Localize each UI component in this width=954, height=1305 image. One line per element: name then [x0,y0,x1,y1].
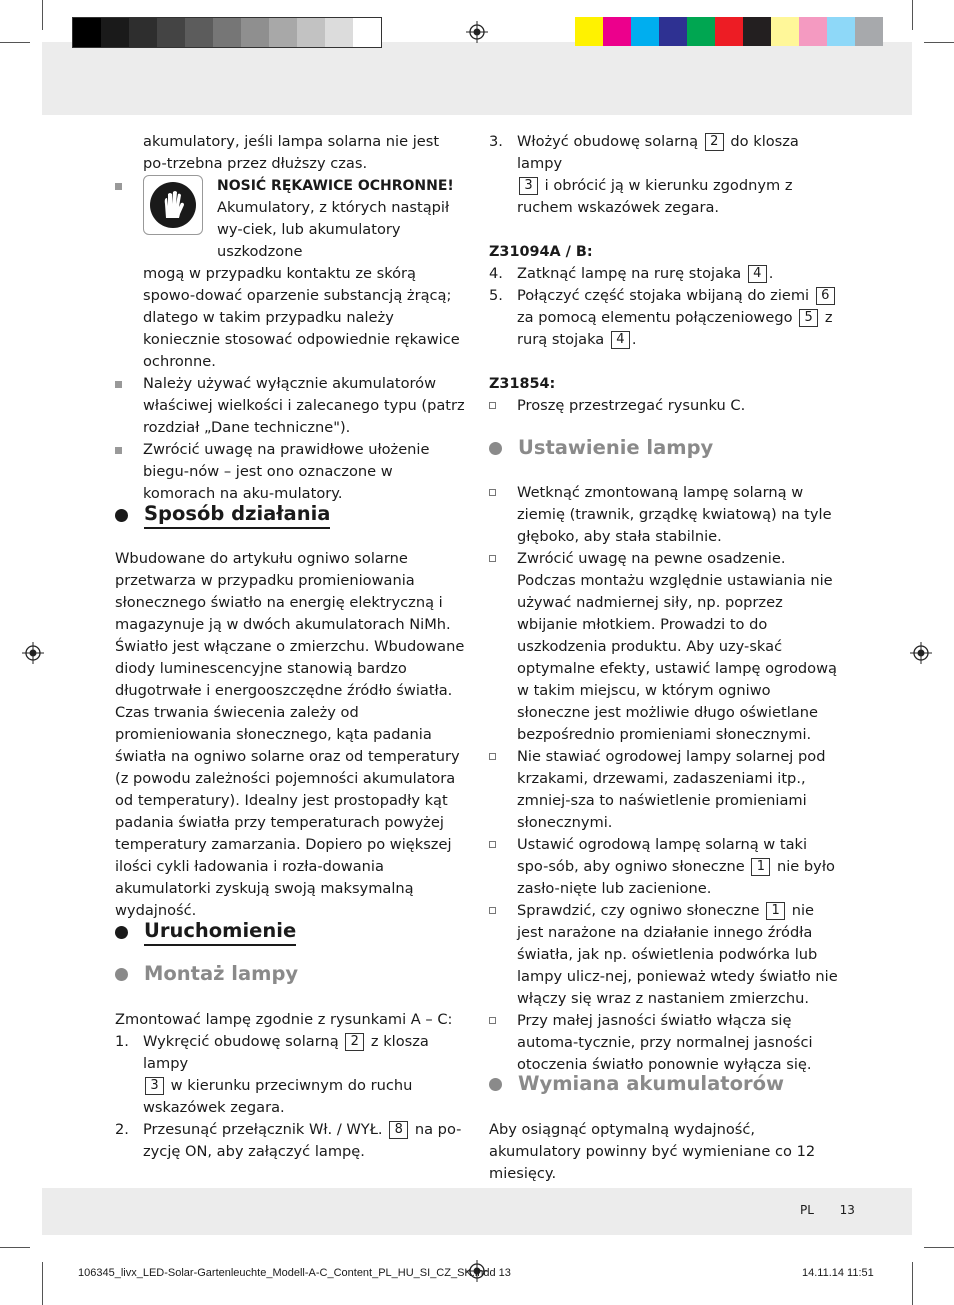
numbered-step: 1. Wykręcić obudowę solarną 2 z klosza lampy 3 w kierunku przeciwnym do ruchu wskazówek zegara. [115,1033,429,1116]
box-bullet-icon [489,489,496,496]
box-bullet-icon [489,555,496,562]
header-band [42,42,912,115]
heading-text: Montaż lampy [144,962,299,985]
part-number-box: 1 [766,902,785,920]
list-item-text: Proszę przestrzegać rysunku C. [517,397,746,414]
page-footer [800,1203,855,1217]
intro-continuation: akumulatory, jeśli lampa solarna nie jest po-trzebna przez dłuższy czas. [143,133,440,172]
list-item-text: Zwrócić uwagę na pewne osadzenie. Podczas montażu względnie ustawiania nie używać nadmiernej siły, np. poprzez wbijanie młotkiem. Prowadzi to do uszkodzenia produktu. Aby uzy-skać optymalne efekty, ustawić lampę ogrodową w takim miejscu, w którym ogniwo słoneczne jest możliwie długo oświetlane bezpośrednio promieniami słonecznymi. [517,550,837,743]
numbered-step: 4. Zatknąć lampę na rurę stojaka 4 . [489,263,841,285]
montaz-intro: Zmontować lampę zgodnie z rysunkami A – C: [115,1011,453,1028]
gloves-warning-text-b: mogą w przypadku kontaktu ze skórą spowo-dować oparzenie substancją żrącą; dlatego w takim przypadku należy koniecznie stosować odpowiednie rękawice ochronne. [143,265,460,370]
color-swatch [687,17,715,46]
list-item-gloves [115,175,467,373]
step-number: 5. [489,287,503,304]
list-item-text: Nie stawiać ogrodowej lampy solarnej pod krzakami, drzewami, zadaszeniami itp., zmniej-sza to naświetlenie promieniami słonecznymi. [517,748,826,831]
heading-uruchomienie [115,918,296,946]
step-number: 1. [115,1033,129,1050]
heading-bullet-icon [489,1078,502,1091]
wymiana-paragraph: Aby osiągnąć optymalną wydajność, akumulatory powinny być wymieniane co 12 miesięcy. [489,1121,816,1182]
crop-mark [0,42,30,43]
list-item-text: Przy małej jasności światło włącza się automa-tycznie, przy normalnej jasności otoczenia światło ponownie wyłącza się. [517,1012,813,1073]
registration-mark-icon [22,642,44,664]
language-code: PL [800,1203,814,1217]
color-swatch [325,18,353,47]
crop-mark [924,42,954,43]
heading-wymiana-akumulatorow [489,1071,784,1097]
crop-mark [912,0,913,30]
color-swatch [269,18,297,47]
color-swatch [575,17,603,46]
list-item [115,373,467,439]
list-item [489,746,841,834]
heading-montaz-lampy [115,961,298,987]
color-swatch [297,18,325,47]
process-color-bar [575,17,883,46]
grayscale-color-bar [72,17,382,48]
part-number-box: 4 [748,265,767,283]
gloves-warning-text-a: Akumulatory, z których nastąpił wy-ciek, lub akumulatory uszkodzone [217,199,450,260]
crop-mark [0,1247,30,1248]
box-bullet-icon [489,907,496,914]
box-bullet-icon [489,753,496,760]
color-swatch [659,17,687,46]
box-bullet-icon [489,402,496,409]
heading-text: Ustawienie lampy [518,436,714,459]
model-subheading: Z31854: [489,376,556,392]
part-number-box: 6 [816,287,835,305]
registration-mark-icon [910,642,932,664]
color-swatch [101,18,129,47]
registration-mark-icon [466,21,488,43]
color-swatch [743,17,771,46]
part-number-box: 2 [705,133,724,151]
heading-ustawienie-lampy [489,435,713,461]
page-number: 13 [839,1203,855,1217]
left-column [115,131,467,505]
color-swatch [157,18,185,47]
color-swatch [799,17,827,46]
step-number: 3. [489,133,503,150]
color-swatch [771,17,799,46]
heading-text: Wymiana akumulatorów [518,1072,785,1095]
part-number-box: 3 [519,177,538,195]
list-item-text: Należy używać wyłącznie akumulatorów właściwej wielkości i zalecanego typu (patrz rozdział „Dane techniczne"). [143,375,465,436]
ustawienie-list [489,482,841,1076]
part-number-box: 4 [611,331,630,349]
part-number-box: 2 [345,1033,364,1051]
gloves-warning-icon [143,175,203,235]
list-item [115,439,467,505]
print-slug: 106345_livx_LED-Solar-Gartenleuchte_Modell-A-C_Content_PL_HU_SI_CZ_SK.indd 13 [78,1267,511,1279]
heading-sposob-dzialania [115,501,330,529]
list-item [489,1010,841,1076]
list-item [489,482,841,548]
heading-bullet-icon [489,442,502,455]
heading-bullet-icon [115,509,128,522]
heading-text: Uruchomienie [144,918,296,946]
color-swatch [353,18,381,47]
part-number-box: 5 [799,309,818,327]
numbered-step: 2. Przesunąć przełącznik Wł. / WYŁ. 8 na po-zycję ON, aby załączyć lampę. [115,1121,462,1160]
color-swatch [129,18,157,47]
heading-bullet-icon [115,968,128,981]
color-swatch [715,17,743,46]
color-swatch [73,18,101,47]
color-swatch [213,18,241,47]
print-date: 14.11.14 11:51 [802,1267,874,1279]
crop-mark [912,1262,913,1305]
heading-bullet-icon [115,926,128,939]
color-swatch [827,17,855,46]
square-bullet-icon [115,381,122,388]
crop-mark [924,1247,954,1248]
color-swatch [603,17,631,46]
step-number: 4. [489,265,503,282]
heading-text: Sposób działania [144,501,330,529]
crop-mark [42,1262,43,1305]
footer-band [42,1188,912,1235]
list-item: Ustawić ogrodową lampę solarną w taki spo-sób, aby ogniwo słoneczne 1 nie było zasło-nięte lub zacienione. [489,834,841,900]
list-item [489,548,841,746]
square-bullet-icon [115,447,122,454]
color-swatch [855,17,883,46]
crop-mark [42,0,43,30]
list-item-text: Wetknąć zmontowaną lampę solarną w ziemię (trawnik, grządkę kwiatową) na tyle głęboko, aby stała stabilnie. [517,484,832,545]
numbered-step: 5. Połączyć część stojaka wbijaną do ziemi 6 za pomocą elementu połączeniowego 5 z rurą stojaka 4 . [489,285,841,351]
box-bullet-icon [489,1017,496,1024]
wymiana-paragraph-block [489,1119,841,1185]
color-swatch [241,18,269,47]
right-column-top [489,131,841,417]
sposob-paragraph: Wbudowane do artykułu ogniwo solarne przetwarza w przypadku promieniowania słonecznego światło na energię elektryczną i magazynuje ją w dwóch akumulatorach NiMh. Światło jest włączane o zmierzchu. Wbudowane diody luminescencyjne stanowią bardzo długotrwałe i energooszczędne źródło światła. Czas trwania świecenia zależy od promieniowania słonecznego, kąta padania światła na ogniwo solarne oraz od temperatury (z powodu zależności pojemności akumulatora od temperatury). Idealny jest prostopadły kąt padania światła przy temperaturach powyżej temperatury zamarzania. Dopiero po większej ilości cykli ładowania i rozła-dowania akumulatorki zyskują swoją maksymalną wydajność. [115,550,465,919]
color-swatch [631,17,659,46]
part-number-box: 1 [751,858,770,876]
part-number-box: 3 [145,1077,164,1095]
part-number-box: 8 [389,1121,408,1139]
model-subheading: Z31094A / B: [489,244,593,260]
color-swatch [185,18,213,47]
list-item-text: Zwrócić uwagę na prawidłowe ułożenie biegu-nów – jest ono oznaczone w komorach na aku-mulatory. [143,441,430,502]
list-item [489,395,841,417]
list-item: Sprawdzić, czy ogniwo słoneczne 1 nie jest narażone na działanie innego źródła światła, jak np. oświetlenia podwórka lub lampy ulicz-nej, ponieważ wtedy światło nie włączy się wraz z nastaniem zmierzchu. [489,900,841,1010]
box-bullet-icon [489,841,496,848]
gloves-warning-title: NOSIĆ RĘKAWICE OCHRONNE! [217,178,454,194]
montaz-block [115,1009,467,1163]
square-bullet-icon [115,183,122,190]
step-number: 2. [115,1121,129,1138]
numbered-step: 3. Włożyć obudowę solarną 2 do klosza lampy 3 i obrócić ją w kierunku zgodnym z ruchem wskazówek zegara. [489,133,799,216]
sposob-paragraph-block [115,548,467,922]
